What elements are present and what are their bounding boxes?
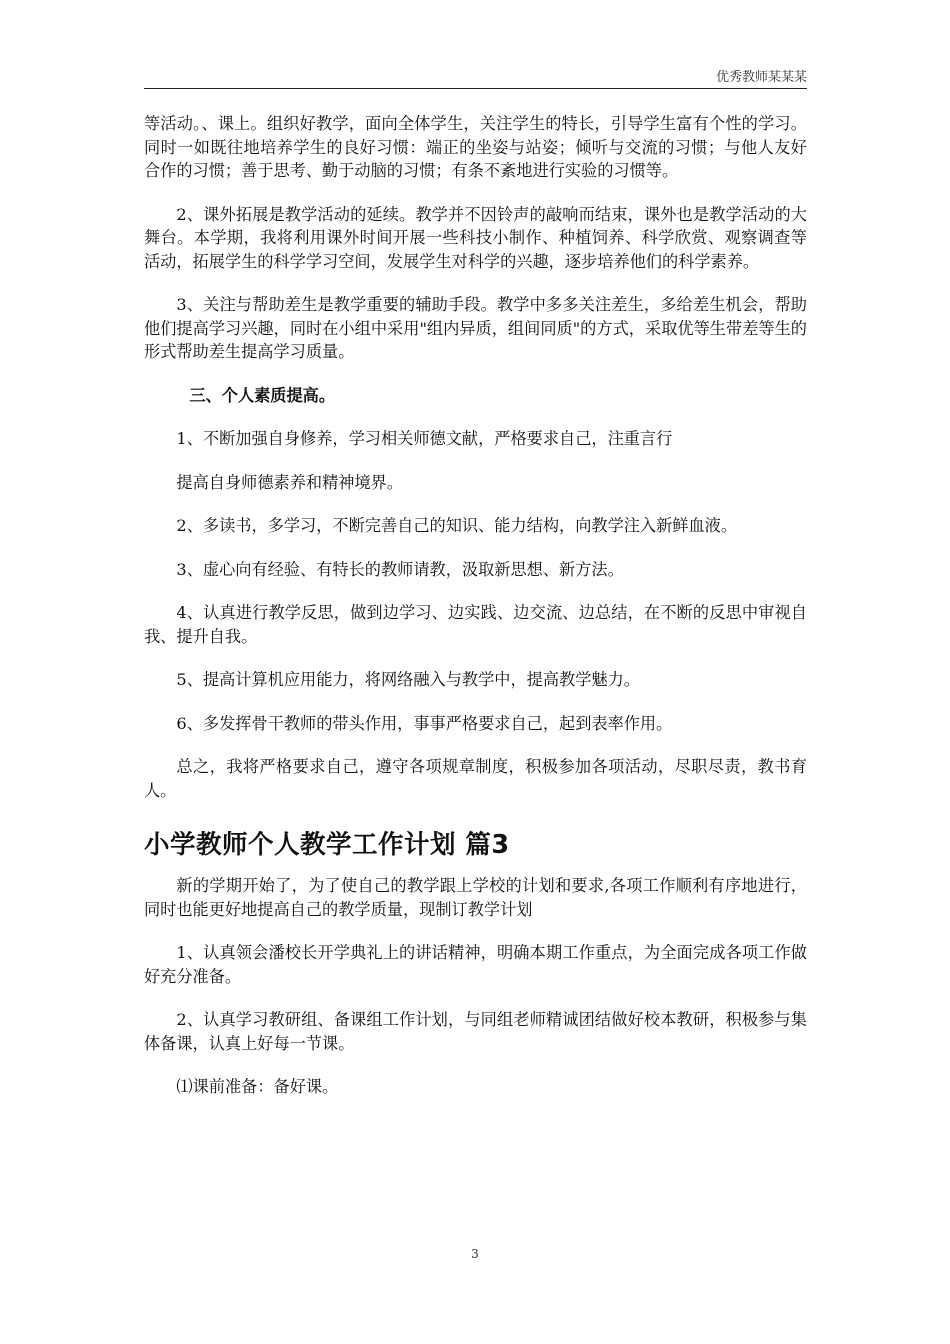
header-title: 优秀教师某某某 bbox=[715, 70, 807, 85]
list-item-teaching-reflection: 4、认真进行教学反思，做到边学习、边实践、边交流、边总结，在不断的反思中审视自我、提升自我。 bbox=[144, 603, 807, 646]
list-item-learn-from-experienced: 3、虚心向有经验、有特长的教师请教，汲取新思想、新方法。 bbox=[176, 559, 624, 579]
list-item-leading-role: 6、多发挥骨干教师的带头作用，事事严格要求自己，起到表率作用。 bbox=[176, 713, 673, 733]
list-item-computer-skills: 5、提高计算机应用能力，将网络融入与教学中，提高教学魅力。 bbox=[176, 670, 640, 689]
list-item-self-cultivation: 1、不断加强自身修养，学习相关师德文献，严格要求自己，注重言行 bbox=[176, 429, 673, 448]
list-item-self-cultivation-continued: 提高自身师德素养和精神境界。 bbox=[176, 472, 404, 492]
document-body bbox=[144, 112, 807, 1099]
paragraph-extracurricular: 2、课外拓展是教学活动的延续。教学并不因铃声的敲响而结束，课外也是教学活动的大舞台。本学期，我将利用课外时间开展一些科技小制作、种植饲养、科学欣赏、观察调查等活动，拓展学生的科学学习空间，发展学生对科学的兴趣，逐步培养他们的科学素养。 bbox=[144, 204, 807, 271]
paragraph-conclusion: 总之，我将严格要求自己，遵守各项规章制度，积极参加各项活动，尽职尽责，教书育人。 bbox=[144, 757, 807, 800]
paragraph-classroom-teaching: 等活动。、课上。组织好教学，面向全体学生，关注学生的特长，引导学生富有个性的学习。同时一如既往地培养学生的良好习惯：端正的坐姿与站姿；倾听与交流的习惯；与他人友好合作的习惯；善于思考、勤于动脑的习惯；有条不紊地进行实验的习惯等。 bbox=[144, 114, 807, 180]
article-item-2: 2、认真学习教研组、备课组工作计划，与同组老师精诚团结做好校本教研，积极参与集体备课，认真上好每一节课。 bbox=[144, 1010, 807, 1053]
article-item-3: ⑴课前准备：备好课。 bbox=[176, 1077, 339, 1096]
article-title: 小学教师个人教学工作计划 篇3 bbox=[144, 830, 510, 860]
article-intro: 新的学期开始了，为了使自己的教学跟上学校的计划和要求,各项工作顺利有序地进行，同时也能更好地提高自己的教学质量，现制订教学计划 bbox=[144, 876, 807, 919]
page-number: 3 bbox=[471, 1247, 479, 1261]
page-header bbox=[144, 60, 807, 89]
section-heading-personal-quality: 三、个人素质提高。 bbox=[189, 385, 336, 405]
article-item-1: 1、认真领会潘校长开学典礼上的讲话精神，明确本期工作重点，为全面完成各项工作做好充分准备。 bbox=[144, 943, 807, 986]
list-item-reading: 2、多读书，多学习，不断完善自己的知识、能力结构，向教学注入新鲜血液。 bbox=[176, 516, 738, 535]
paragraph-struggling-students: 3、关注与帮助差生是教学重要的辅助手段。教学中多多关注差生，多给差生机会，帮助他们提高学习兴趣，同时在小组中采用"组内异质，组间同质"的方式，采取优等生带差等生的形式帮助差生提高学习质量。 bbox=[144, 295, 807, 361]
